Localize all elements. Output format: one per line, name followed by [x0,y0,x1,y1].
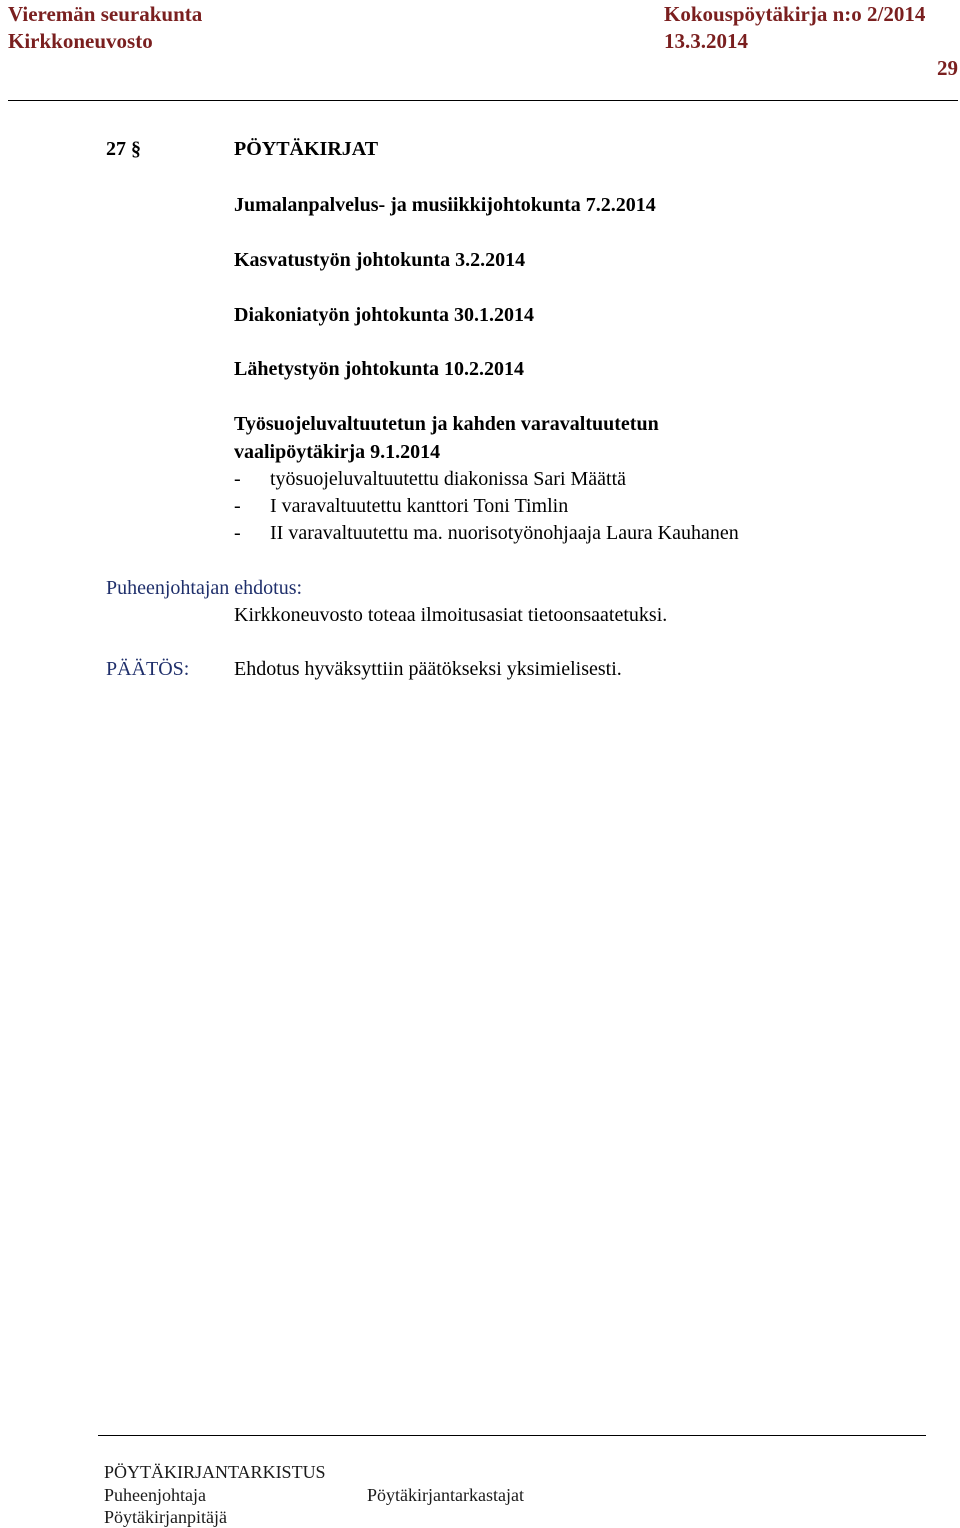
section-title: PÖYTÄKIRJAT [234,138,379,160]
minutes-item: Lähetystyön johtokunta 10.2.2014 [234,358,525,380]
election-list-dash: - [234,495,241,517]
proposal-label: Puheenjohtajan ehdotus: [106,577,303,599]
footer-chair: Puheenjohtaja [104,1485,206,1505]
section-number: 27 § [106,138,141,160]
footer-divider [98,1435,926,1436]
election-list-item: I varavaltuutettu kanttori Toni Timlin [270,495,569,517]
footer-checkers: Pöytäkirjantarkastajat [367,1485,524,1505]
election-list-dash: - [234,522,241,544]
election-title-line2: vaalipöytäkirja 9.1.2014 [234,441,441,463]
footer-archive: PÖYTÄKIRJANTARKISTUS [104,1462,326,1482]
proposal-text: Kirkkoneuvosto toteaa ilmoitusasiat tietoonsaatetuksi. [234,604,668,626]
minutes-item: Kasvatustyön johtokunta 3.2.2014 [234,249,526,271]
footer-secretary: Pöytäkirjanpitäjä [104,1507,227,1527]
header-doc-title: Kokouspöytäkirja n:o 2/2014 [664,2,926,26]
minutes-item: Jumalanpalvelus- ja musiikkijohtokunta 7.2.2014 [234,194,656,216]
header-date: 13.3.2014 [664,29,748,53]
election-title-line1: Työsuojeluvaltuutetun ja kahden varavaltuutetun [234,413,659,435]
decision-label: PÄÄTÖS: [106,658,190,680]
header-body-name: Kirkkoneuvosto [8,29,153,53]
election-list-item: työsuojeluvaltuutettu diakonissa Sari Määttä [270,468,627,490]
minutes-item: Diakoniatyön johtokunta 30.1.2014 [234,304,535,326]
header-divider [8,100,958,101]
decision-text: Ehdotus hyväksyttiin päätökseksi yksimielisesti. [234,658,622,680]
page-number: 29 [937,56,958,80]
header-org: Vieremän seurakunta [8,2,203,26]
election-list-dash: - [234,468,241,490]
election-list-item: II varavaltuutettu ma. nuorisotyönohjaaja Laura Kauhanen [270,522,739,544]
